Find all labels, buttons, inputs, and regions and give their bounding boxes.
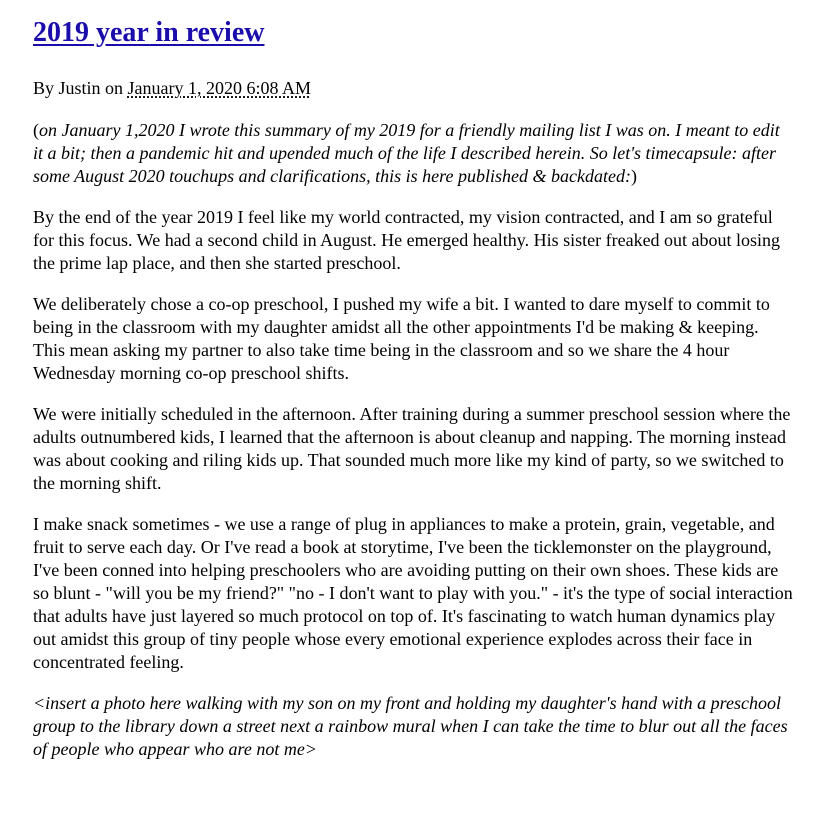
post-title-link[interactable]: 2019 year in review xyxy=(33,17,265,48)
photo-placeholder: <insert a photo here walking with my son on my front and holding my daughter's hand with a preschool group to the library down a street next a rainbow mural when I can take the time to blur out all the faces of people who appear who are not me> xyxy=(33,693,788,759)
post-date: January 1, 2020 6:08 AM xyxy=(127,78,312,98)
byline-prefix: By Justin on xyxy=(33,78,128,98)
intro-text: on January 1,2020 I wrote this summary of my 2019 for a friendly mailing list I was on. I meant to edit it a bit; then a pandemic hit and upended much of the life I described herein. So let's timecapsule: after some August 2020 touchups and clarifications, this is here published & backdated: xyxy=(33,120,780,186)
paragraph-4: I make snack sometimes - we use a range of plug in appliances to make a protein, grain, vegetable, and fruit to serve each day. Or I've read a book at storytime, I've been the ticklemonster on the playground, I've been conned into helping preschoolers who are avoiding putting on their own shoes. These kids are so blunt - "will you be my friend?" "no - I don't want to play with you." - it's the type of social interaction that adults have just layered so much protocol on top of. It's fascinating to watch human dynamics play out amidst this group of tiny people whose every emotional experience explodes across their face in concentrated feeling. xyxy=(33,514,793,672)
intro-note xyxy=(33,119,793,188)
paragraph-3: We were initially scheduled in the afternoon. After training during a summer preschool session where the adults outnumbered kids, I learned that the afternoon is about cleanup and napping. The morning instead was about cooking and riling kids up. That sounded much more like my kind of party, so we switched to the morning shift. xyxy=(33,404,791,493)
post-title xyxy=(33,0,793,52)
intro-open-paren: ( xyxy=(33,120,39,140)
paragraph-2: We deliberately chose a co-op preschool, I pushed my wife a bit. I wanted to dare myself to commit to being in the classroom with my daughter amidst all the other appointments I'd be making & keeping. This mean asking my partner to also take time being in the classroom and so we share the 4 hour Wednesday morning co-op preschool shifts. xyxy=(33,294,770,383)
byline xyxy=(33,77,793,100)
paragraph-1: By the end of the year 2019 I feel like my world contracted, my vision contracted, and I am so grateful for this focus. We had a second child in August. He emerged healthy. His sister freaked out about losing the prime lap place, and then she started preschool. xyxy=(33,207,781,273)
intro-close-paren: ) xyxy=(630,166,637,186)
